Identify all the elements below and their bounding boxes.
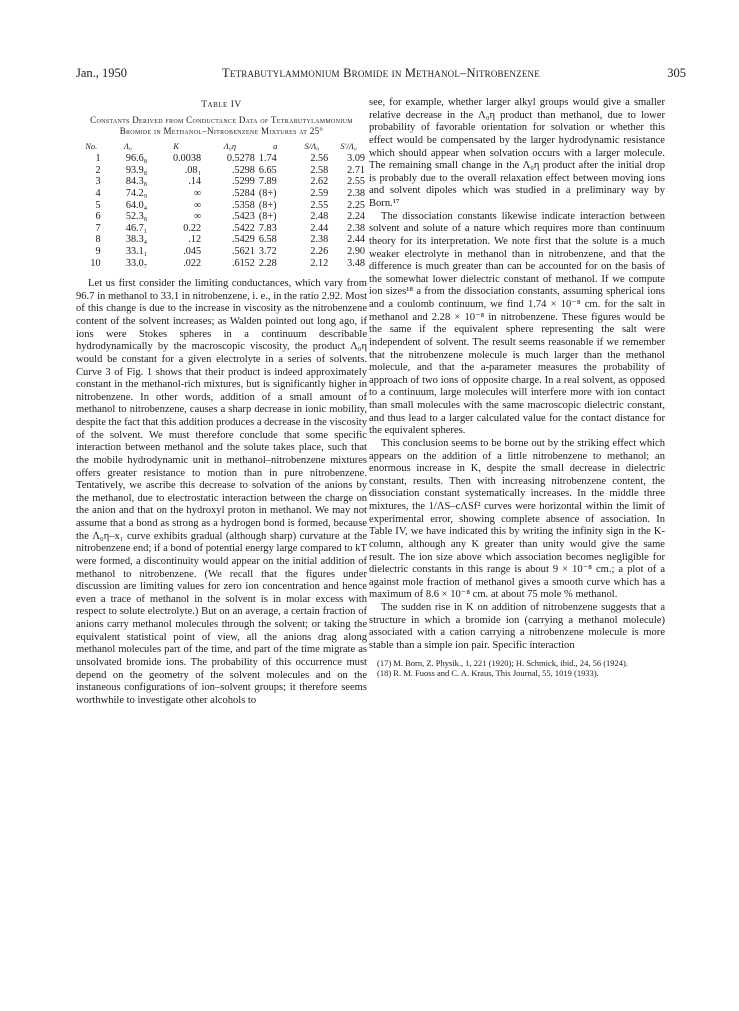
- table-cell: 2.55: [347, 176, 365, 188]
- right-column: [369, 97, 665, 679]
- table-cell: .5423: [231, 211, 255, 223]
- paragraph: Let us first consider the limiting conductances, which vary from 96.7 in methanol to 33.1 in nitrobenzene, i. e., in the ratio 2.92. Most of this change is due to the increase in viscosity as the nitrobenzene content of the solvent increases; as Walden pointed out long ago, if ions were Stokes spheres in a continuum describable hydrodynamically by the macroscopic viscosity, the product Λ₀η would be constant for a given electrolyte in a series of solvents. Curve 3 of Fig. 1 shows that their product is indeed approximately constant in the methanol-rich mixtures, but is significantly higher in nitrobenzene. In other words, addition of a small amount of methanol to nitrobenzene, causes a sharp decrease in ionic mobility, despite the fact that this addition produces a decrease in the viscosity of the solvent. We must therefore conclude that some specific interaction between methanol and the solute takes place, such that the mobile hydrodynamic unit in methanol–nitrobenzene mixtures offers greater resistance to motion than in pure nitrobenzene. Tentatively, we ascribe this decrease to solvation of the anions by the methanol, due to electrostatic interaction between the charge on the anion and that on the hydroxyl proton in methanol. We may not assume that a bond as strong as a hydrogen bond is formed, because the Λ₀η–x₁ curve exhibits gradual (although sharp) curvature at the nitrobenzene end; if a bond of potential energy large compared to kT were formed, a discontinuity would appear on the initial addition of methanol to nitrobenzene. (We recall that the figures under discussion are limiting values for zero ion concentration and hence even a trace of methanol in the solvent is in molar excess with respect to solute electrolyte.) But on an average, a certain fraction of anions carry methanol molecules through the solvent; or taking the equivalent statistical point of view, all the anions drag along methanol molecules part of the time, and part of the time migrate as unsolvated bromide ions. The probability of this occurrence must depend on the geometry of the solvent molecules and on the instaneous configurations of ion–solvent groups; it therefore seems worthwhile to investigate other alcohols to: [76, 278, 367, 706]
- paragraph: see, for example, whether larger alkyl groups would give a smaller relative decrease in the Λ₀η product than methanol, due to lower probability of favorable orientation for solvation or whether this effect would be compensated by the larger hydrodynamic resistance which should appear when solvation occurs with a larger molecule. The remaining small change in the Λ₀η product after the initial drop is probably due to the overall relaxation effect between moving ions and solvent dipoles which was studied in a preliminary way by Born.¹⁷: [369, 97, 665, 209]
- table-cell: 9: [95, 245, 101, 257]
- paragraph: This conclusion seems to be borne out by the striking effect which appears on the addition of a little nitrobenzene to methanol; an enormous increase in K, despite the small decrease in dielectric constant, results. Then with increasing nitrobenzene content, the dissociation constant systematically increases. In the middle three mixtures, the 1/ΛS–cΛSf² curves were horizontal within the limit of experimental error, showing complete absence of association. In Table IV, we have indicated this by writing the infinity sign in the K-column, although any K greater than unity would give the same result. The ion size above which association becomes negligible for dielectric constants in this range is about 9 × 10⁻⁸ cm.; a plot of a against mole fraction of methanol gives a smooth curve which has a maximum of 8.6 × 10⁻⁸ cm. at about 75 mole % methanol.: [369, 437, 665, 601]
- table-header-row: [76, 141, 367, 154]
- table-cell: 33.1₁: [125, 245, 148, 257]
- issue-date: Jan., 1950: [76, 66, 128, 80]
- table-cell: 2.56: [310, 153, 329, 165]
- table-cell: 6.65: [258, 164, 277, 176]
- table-cell: 4: [95, 188, 101, 199]
- table-row: [76, 153, 367, 165]
- table-cell: 5: [95, 199, 101, 211]
- table-row: [76, 200, 367, 212]
- paragraph: The sudden rise in K on addition of nitrobenzene suggests that a structure in which a bromide ion (carrying a methanol molecule) associated with a cation carrying a nitrobenzene molecule is more stable than a simple ion pair. Specific interaction: [369, 602, 665, 651]
- table-cell: ∞: [193, 211, 202, 223]
- table-body: [76, 153, 367, 269]
- table-cell: 2.26: [310, 245, 329, 257]
- table-cell: 2.62: [310, 176, 329, 188]
- table-row: [76, 188, 367, 200]
- table-cell: 52.3₈: [125, 211, 148, 223]
- table-cell: 6: [95, 211, 101, 223]
- table-cell: 7.83: [258, 222, 277, 234]
- table-cell: .5299: [231, 176, 255, 188]
- table-cell: .08₁: [184, 164, 202, 176]
- table-row: [76, 234, 367, 246]
- table-cell: 2.90: [347, 245, 365, 257]
- table-cell: 84.3₈: [125, 176, 148, 188]
- table-cell: 2.59: [310, 188, 329, 199]
- table-cell: 10: [90, 257, 101, 269]
- table-cell: 2.58: [310, 164, 329, 176]
- table-row: [76, 223, 367, 235]
- table-cell: 46.7₁: [125, 222, 148, 234]
- table-row: [76, 211, 367, 223]
- table-cell: 2.38: [347, 188, 365, 199]
- table-cell: 64.0₄: [125, 199, 148, 211]
- col-header-lambda0: Λ₀: [123, 140, 132, 151]
- table-caption: Constants Derived from Conductance Data of Tetrabutylammonium Bromide in Methanol–Nitrobenzene Mixtures at 25°: [90, 114, 353, 137]
- table-cell: .12: [188, 234, 202, 246]
- table-cell: .14: [188, 176, 202, 188]
- table-cell: (8+): [258, 211, 277, 223]
- table-cell: .6152: [231, 257, 255, 269]
- table-cell: (8+): [258, 199, 277, 211]
- table-cell: 2.38: [347, 222, 365, 234]
- table-cell: 0.5278: [226, 153, 255, 165]
- table-cell: 8: [95, 234, 101, 246]
- table-cell: .5621: [231, 245, 255, 257]
- table-cell: ∞: [193, 199, 202, 211]
- table-cell: .5429: [231, 234, 255, 246]
- table-cell: ∞: [193, 188, 202, 199]
- table-cell: 2.71: [347, 164, 365, 176]
- table-cell: 3.48: [347, 257, 365, 269]
- col-header-s-prime-ratio: S′/Λ₀: [340, 140, 357, 151]
- right-body-text: [369, 97, 665, 653]
- col-header-a: a: [273, 140, 278, 151]
- table-cell: 2: [95, 164, 101, 176]
- table-row: [76, 165, 367, 177]
- table-cell: 2.44: [310, 222, 329, 234]
- table-cell: .5358: [231, 199, 255, 211]
- reference-item: (18) R. M. Fuoss and C. A. Kraus, This Journal, 55, 1019 (1933).: [377, 668, 599, 679]
- table-cell: 93.9₈: [125, 164, 148, 176]
- table-cell: .045: [183, 245, 202, 257]
- table-row: [76, 258, 367, 270]
- table-cell: 38.3₄: [125, 234, 148, 246]
- table-cell: 2.24: [347, 211, 365, 223]
- col-header-lambda0-eta: Λ₀η: [223, 140, 237, 151]
- table-cell: 0.0038: [173, 153, 202, 165]
- left-body-text: [76, 278, 367, 707]
- col-header-no: No.: [85, 140, 98, 151]
- left-column: [76, 97, 367, 707]
- table-cell: 2.48: [310, 211, 329, 223]
- table-cell: 7: [95, 222, 101, 234]
- table-label: Table IV: [201, 100, 242, 110]
- paragraph: The dissociation constants likewise indicate interaction between solvent and solute of a nature which requires more than continuum theory for its interpretation. We note first that the solute is a much weaker electrolyte in methanol than in nitrobenzene, and that the difference is much greater than can be accounted for on the basis of the somewhat lower dielectric constant of methanol. If we compute ion sizes¹⁸ a from the dissociation constants, assuming spherical ions and a coulomb continuum, we find 1.74 × 10⁻⁸ cm. for the salt in methanol and 2.28 × 10⁻⁸ in nitrobenzene. These figures would be the same if the equivalent sphere representing the salt were independent of solvent. The result seems reasonable if we remember that the nitrobenzene molecule is much larger than the methanol molecule, and that the a-parameter measures the probability of approach of two ions of opposite charge. In a real solvent, as opposed to a continuum, large molecules will interfere more with ion contact than small molecules with the same macroscopic dielectric constant, and thus lead to a larger calculated value for the contact distance for the equivalent spheres.: [369, 210, 665, 437]
- table-cell: 96.6₈: [125, 153, 148, 165]
- table-cell: 1.74: [258, 153, 277, 165]
- table-cell: .022: [183, 257, 202, 269]
- table-cell: 2.44: [347, 234, 365, 246]
- col-header-k: K: [173, 140, 179, 151]
- table-cell: 74.2₉: [125, 188, 148, 199]
- table-cell: 0.22: [183, 222, 202, 234]
- table-cell: .5298: [231, 164, 255, 176]
- running-title: Tetrabutylammonium Bromide in Methanol–Nitrobenzene: [222, 66, 540, 80]
- table-cell: (8+): [258, 188, 277, 199]
- table-cell: .5284: [231, 188, 255, 199]
- page-header: [76, 66, 686, 84]
- table-cell: 2.28: [258, 257, 277, 269]
- col-header-s-ratio: S/Λ₀: [304, 140, 320, 151]
- table-cell: 3.09: [347, 153, 365, 165]
- table-cell: .5422: [231, 222, 255, 234]
- table-cell: 2.12: [310, 257, 329, 269]
- table-cell: 6.58: [258, 234, 277, 246]
- table-row: [76, 246, 367, 258]
- constants-table: [76, 141, 367, 270]
- table-row: [76, 176, 367, 188]
- table-cell: 7.89: [258, 176, 277, 188]
- table-cell: 3: [95, 176, 101, 188]
- table-cell: 2.55: [310, 199, 329, 211]
- table-cell: 1: [95, 153, 101, 165]
- table-cell: 2.25: [347, 199, 365, 211]
- table-cell: 3.72: [258, 245, 277, 257]
- table-cell: 33.0₇: [125, 257, 148, 269]
- page-number: 305: [667, 66, 686, 80]
- references: [369, 658, 665, 679]
- reference-item: (17) M. Born, Z. Physik., 1, 221 (1920); H. Schmick, ibid., 24, 56 (1924).: [377, 657, 628, 668]
- table-cell: 2.38: [310, 234, 329, 246]
